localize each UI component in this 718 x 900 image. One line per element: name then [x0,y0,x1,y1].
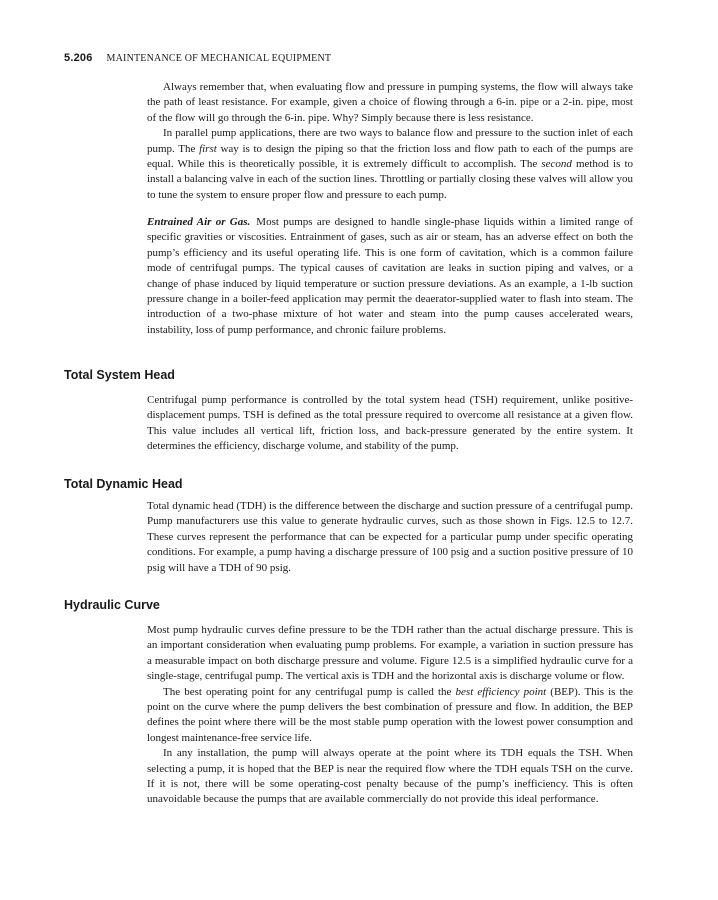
text-run: method is to install a balancing valve in each of the suction lines. Throttling or partially closing these valves will allow you to tune the system to ensure proper flow and pressure to each pump. [147,158,633,201]
section-heading-tdh: Total Dynamic Head [64,477,183,491]
page-number: 5.206 [64,52,93,64]
runin-heading: Entrained Air or Gas. [147,216,251,228]
text-run: The best operating point for any centrifugal pump is called the [163,685,456,698]
paragraph [147,126,633,203]
text-run: (BEP). This is the point on the curve where the pump delivers the best combination of pressure and flow. In addition, the BEP defines the point where there will be the most stable pump operation with the lowest power consumption and longest maintenance-free service life. [147,685,633,744]
tsh-section [147,393,633,455]
paragraph: Most pump hydraulic curves define pressure to be the TDH rather than the actual discharge pressure. This is an important consideration when evaluating pump problems. For example, a variation in suction pressure has a measurable impact on both discharge pressure and volume. Figure 12.5 is a simplified hydraulic curve for a single-stage, centrifugal pump. The vertical axis is TDH and the horizontal axis is discharge volume or flow. [147,624,633,683]
emphasis: first [199,142,217,155]
running-header [64,52,331,64]
paragraph [147,685,633,747]
text-run: Most pumps are designed to handle single-phase liquids within a limited range of specific gravities or viscosities. Entrainment of gases, such as air or steam, has an adverse effect on both the pump’s efficiency and its useful operating life. This is one form of cavitation, which is a common failure mode of centrifugal pumps. The typical causes of cavitation are leaks in suction piping and valves, or a change of phase induced by liquid temperature or suction pressure deviations. As an example, a 1-lb suction pressure change in a boiler-feed application may permit the deaerator-supplied water to flash into steam. The introduction of a two-phase mixture of hot water and steam into the pump causes accelerated wears, instability, loss of pump performance, and chronic failure problems. [147,216,634,336]
tdh-section [147,499,633,576]
paragraph: Always remember that, when evaluating flow and pressure in pumping systems, the flow will always take the path of least resistance. For example, given a choice of flowing through a 6-in. pipe or a 2-in. pipe, most of the flow will go through the 6-in. pipe. Why? Simply because there is less resistance. [147,81,633,124]
text-run: way is to design the piping so that the friction loss and flow path to each of the pumps are equal. While this is theoretically possible, it is extremely difficult to accomplish. The [147,142,633,171]
paragraph: In any installation, the pump will always operate at the point where its TDH equals the TSH. When selecting a pump, it is hoped that the BEP is near the required flow where the TDH equals TSH on the curve. If it is not, there will be some operating-cost penalty because of the pump’s inefficiency. This is often unavoidable because the pumps that are available commercially do not provide this ideal performance. [147,747,633,806]
hydraulic-section [147,623,633,808]
emphasis: best efficiency point [455,685,547,698]
section-heading-hydraulic: Hydraulic Curve [64,598,160,612]
intro-section [147,80,633,203]
entrained-section [147,215,633,338]
running-title: MAINTENANCE OF MECHANICAL EQUIPMENT [106,53,332,64]
paragraph: Centrifugal pump performance is controlled by the total system head (TSH) requirement, unlike positive-displacement pumps. TSH is defined as the total pressure required to overcome all resistance at a given flow. This value includes all vertical lift, friction loss, and back-pressure generated by the entire system. It determines the efficiency, discharge volume, and stability of the pump. [147,394,633,453]
section-heading-tsh: Total System Head [64,368,175,382]
paragraph [147,215,633,338]
paragraph: Total dynamic head (TDH) is the difference between the discharge and suction pressure of a centrifugal pump. Pump manufacturers use this value to generate hydraulic curves, such as those shown in Figs. 12.5 to 12.7. These curves represent the performance that can be expected for a particular pump under specific operating conditions. For example, a pump having a discharge pressure of 100 psig and a suction positive pressure of 10 psig will have a TDH of 90 psig. [147,500,634,574]
emphasis: second [541,158,572,171]
text-run: In parallel pump applications, there are two ways to balance flow and pressure to the suction inlet of each pump. The [147,127,633,155]
